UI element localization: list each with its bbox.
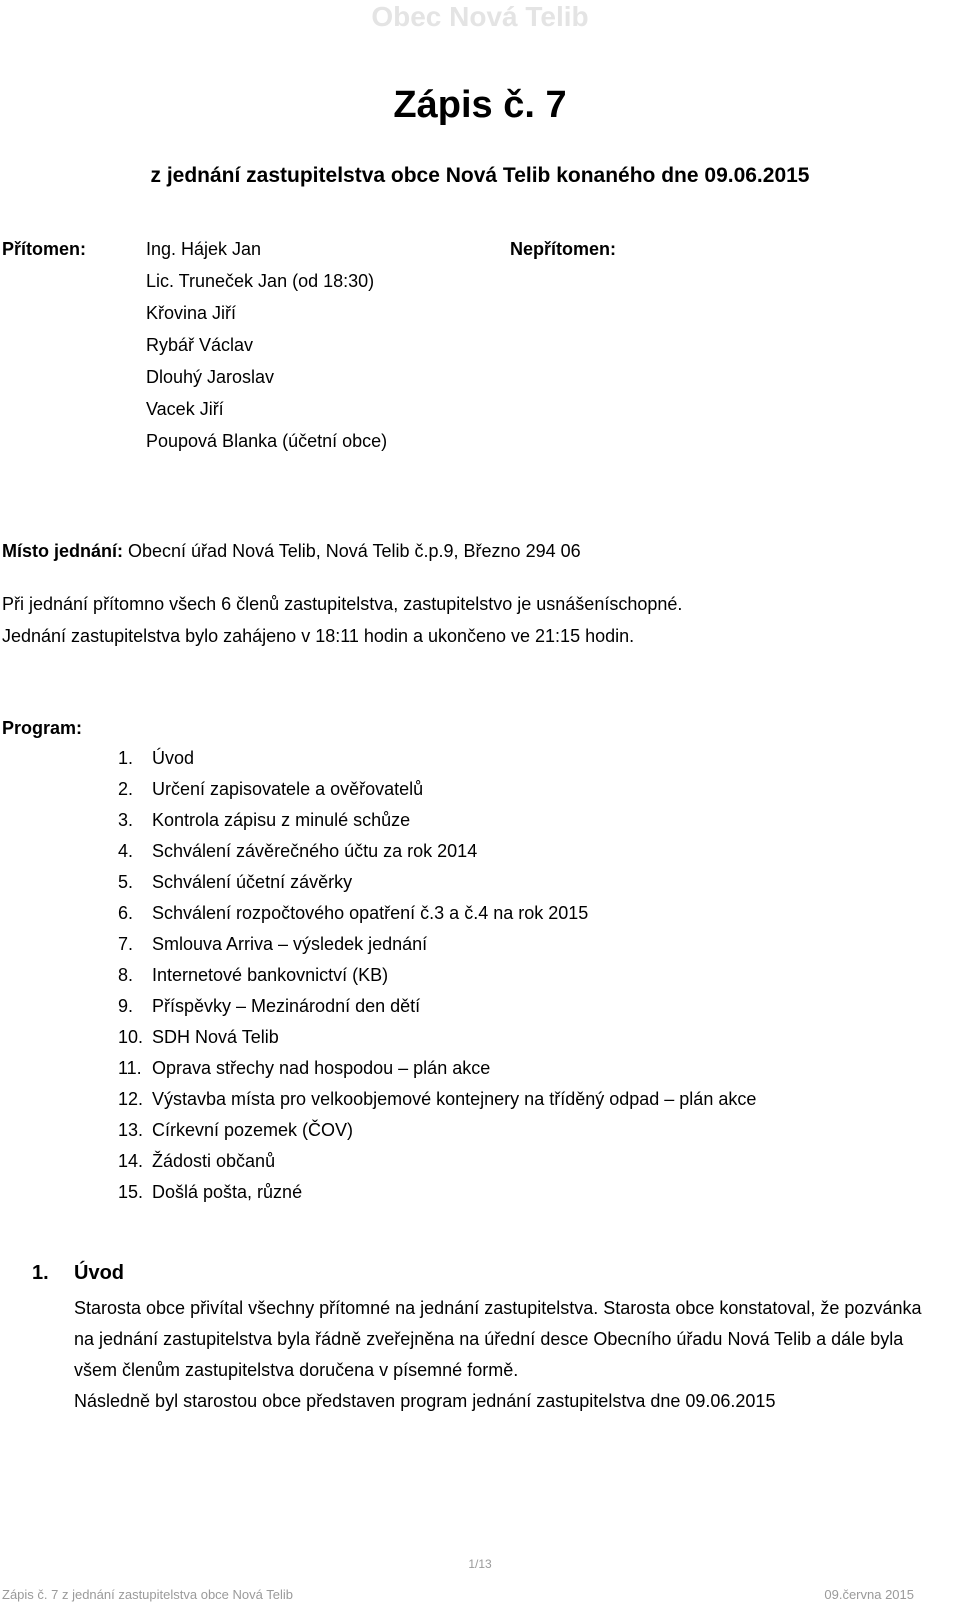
program-item (118, 777, 756, 808)
section-number: 1. (32, 1262, 49, 1284)
present-member: Dlouhý Jaroslav (146, 367, 275, 387)
program-item-text: Schválení závěrečného účtu za rok 2014 (152, 841, 478, 861)
program-item-number: 9. (118, 996, 134, 1016)
program-item (118, 839, 756, 870)
footer-page-number: 1/13 (468, 1557, 492, 1571)
program-item-number: 4. (118, 841, 134, 861)
program-item-number: 1. (118, 748, 134, 768)
venue-value: Obecní úřad Nová Telib, Nová Telib č.p.9, Březno 294 06 (128, 541, 581, 561)
program-item-text: Kontrola zápisu z minulé schůze (152, 810, 411, 830)
program-item-text: Církevní pozemek (ČOV) (152, 1120, 354, 1140)
present-member: Rybář Václav (146, 335, 254, 355)
program-item (118, 963, 756, 994)
present-member: Ing. Hájek Jan (146, 239, 262, 259)
program-item-text: Došlá pošta, různé (152, 1182, 303, 1202)
program-item-number: 8. (118, 965, 134, 985)
program-item-number: 5. (118, 872, 134, 892)
program-item-number: 12. (118, 1089, 144, 1109)
program-label: Program: (2, 718, 83, 738)
program-item (118, 1118, 756, 1149)
program-item (118, 746, 756, 777)
program-item (118, 808, 756, 839)
document-subtitle: z jednání zastupitelstva obce Nová Telib konaného dne 09.06.2015 (150, 164, 810, 187)
present-member: Lic. Truneček Jan (od 18:30) (146, 271, 375, 291)
section-heading (32, 1260, 124, 1286)
header-watermark: Obec Nová Telib (371, 1, 589, 32)
program-item-text: Internetové bankovnictví (KB) (152, 965, 389, 985)
program-item-number: 13. (118, 1120, 144, 1140)
program-item-text: Schválení rozpočtového opatření č.3 a č.4 na rok 2015 (152, 903, 589, 923)
program-item-number: 3. (118, 810, 134, 830)
present-member: Křovina Jiří (146, 303, 237, 323)
program-item-text: SDH Nová Telib (152, 1027, 279, 1047)
program-item-text: Výstavba místa pro velkoobjemové kontejnery na tříděný odpad – plán akce (152, 1089, 757, 1109)
program-item-number: 15. (118, 1182, 144, 1202)
program-item (118, 1087, 756, 1118)
program-item-number: 11. (118, 1058, 142, 1078)
program-item (118, 901, 756, 932)
venue-label: Místo jednání: (2, 541, 123, 561)
program-item-text: Úvod (152, 748, 195, 768)
document-title: Zápis č. 7 (393, 84, 567, 126)
hours-text: Jednání zastupitelstva bylo zahájeno v 18:11 hodin a ukončeno ve 21:15 hodin. (2, 626, 635, 646)
present-member: Poupová Blanka (účetní obce) (146, 431, 388, 451)
section-paragraph: Následně byl starostou obce představen program jednání zastupitelstva dne 09.06.2015 (74, 1391, 776, 1411)
present-member: Vacek Jiří (146, 399, 224, 419)
quorum-text: Při jednání přítomno všech 6 členů zastupitelstva, zastupitelstvo je usnášeníschopné. (2, 594, 683, 614)
footer-date: 09.června 2015 (824, 1587, 914, 1602)
program-item (118, 1025, 756, 1056)
program-item-number: 10. (118, 1027, 144, 1047)
section-title: Úvod (74, 1262, 124, 1284)
program-item (118, 932, 756, 963)
footer-document-title: Zápis č. 7 z jednání zastupitelstva obce Nová Telib (2, 1587, 293, 1602)
program-item-text: Žádosti občanů (152, 1151, 276, 1171)
program-item-text: Oprava střechy nad hospodou – plán akce (152, 1058, 491, 1078)
present-list (146, 237, 387, 461)
section-body (74, 1293, 942, 1417)
program-item (118, 1056, 756, 1087)
program-list (118, 746, 756, 1211)
program-item (118, 994, 756, 1025)
program-item-text: Schválení účetní závěrky (152, 872, 353, 892)
present-label: Přítomen: (2, 239, 87, 259)
venue-line (2, 539, 581, 563)
program-item-text: Určení zapisovatele a ověřovatelů (152, 779, 424, 799)
program-item-number: 7. (118, 934, 134, 954)
absent-label: Nepřítomen: (510, 239, 617, 259)
program-item-number: 2. (118, 779, 134, 799)
program-item-number: 6. (118, 903, 134, 923)
program-item (118, 870, 756, 901)
section-paragraph: Starosta obce přivítal všechny přítomné na jednání zastupitelstva. Starosta obce konstatoval, že pozvánka na jednání zastupitelstva byla řádně zveřejněna na úřední desce Obecního úřadu Nová Telib a dále byla všem členům zastupitelstva doručena v písemné formě. (74, 1298, 922, 1380)
program-item-number: 14. (118, 1151, 144, 1171)
program-item-text: Příspěvky – Mezinárodní den dětí (152, 996, 421, 1016)
program-item (118, 1149, 756, 1180)
program-item (118, 1180, 756, 1211)
program-item-text: Smlouva Arriva – výsledek jednání (152, 934, 428, 954)
